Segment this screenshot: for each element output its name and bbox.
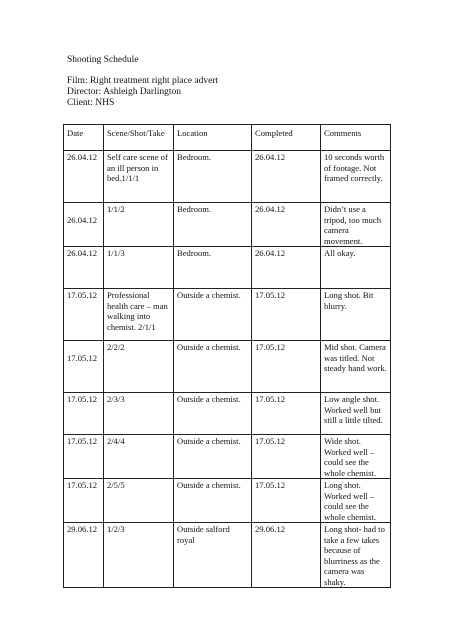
- cell-comments: Long shot- had to take a few takes because of blurriness as the camera was shaky.: [321, 523, 391, 588]
- table-row: [64, 435, 391, 479]
- cell-completed: 17.05.12: [252, 393, 321, 435]
- cell-comments: Long shot. Worked well – could see the whole chemist.: [321, 479, 391, 523]
- header-shot: Scene/Shot/Take: [104, 125, 174, 151]
- cell-date: 29.06.12: [64, 523, 104, 588]
- table-row: [64, 289, 391, 341]
- cell-shot: 1/2/3: [104, 523, 174, 588]
- client-line: Client: NHS: [67, 98, 115, 108]
- production-details: [67, 76, 218, 109]
- cell-location: Bedroom.: [174, 203, 252, 247]
- cell-completed: 17.05.12: [252, 289, 321, 341]
- cell-location: Outside a chemist.: [174, 479, 252, 523]
- cell-completed: 26.04.12: [252, 151, 321, 203]
- cell-completed: 17.05.12: [252, 341, 321, 393]
- cell-date: 26.04.12: [64, 203, 104, 247]
- cell-date: 17.05.12: [64, 435, 104, 479]
- cell-completed: 17.05.12: [252, 479, 321, 523]
- cell-date: 17.05.12: [64, 341, 104, 393]
- table-header-row: [64, 125, 391, 151]
- cell-comments: Long shot. Bit blurry.: [321, 289, 391, 341]
- cell-comments: Didn’t use a tripod, too much camera movement.: [321, 203, 391, 247]
- cell-shot: 1/1/2: [104, 203, 174, 247]
- cell-comments: Wide shot. Worked well – could see the whole chemist.: [321, 435, 391, 479]
- cell-comments: All okay.: [321, 247, 391, 289]
- director-line: Director: Ashleigh Darlington: [67, 87, 181, 97]
- cell-shot: Self care scene of an ill person in bed.1/1/1: [104, 151, 174, 203]
- table-row: [64, 247, 391, 289]
- document-title: Shooting Schedule: [67, 55, 139, 65]
- cell-location: Bedroom.: [174, 247, 252, 289]
- cell-shot: 2/5/5: [104, 479, 174, 523]
- cell-location: Outside a chemist.: [174, 289, 252, 341]
- table-row: [64, 341, 391, 393]
- cell-location: Outside a chemist.: [174, 341, 252, 393]
- cell-shot: 1/1/3: [104, 247, 174, 289]
- cell-completed: 29.06.12: [252, 523, 321, 588]
- cell-date: 17.05.12: [64, 289, 104, 341]
- cell-comments: Low angle shot. Worked well but still a little tilted.: [321, 393, 391, 435]
- cell-comments: Mid shot. Camera was titled. Not steady hand work.: [321, 341, 391, 393]
- cell-shot: Professional health care – man walking into chemist. 2/1/1: [104, 289, 174, 341]
- cell-location: Bedroom.: [174, 151, 252, 203]
- table-row: [64, 523, 391, 588]
- table-row: [64, 203, 391, 247]
- cell-comments: 10 seconds worth of footage. Not framed correctly.: [321, 151, 391, 203]
- cell-completed: 26.04.12: [252, 203, 321, 247]
- header-comments: Comments: [321, 125, 391, 151]
- header-date: Date: [64, 125, 104, 151]
- cell-completed: 26.04.12: [252, 247, 321, 289]
- cell-location: Outside a chemist.: [174, 393, 252, 435]
- film-line: Film: Right treatment right place advert: [67, 76, 219, 86]
- cell-shot: 2/4/4: [104, 435, 174, 479]
- shooting-schedule-table: [63, 124, 391, 588]
- cell-shot: 2/2/2: [104, 341, 174, 393]
- header-completed: Completed: [252, 125, 321, 151]
- cell-date: 17.05.12: [64, 393, 104, 435]
- table-row: [64, 151, 391, 203]
- cell-date: 26.04.12: [64, 151, 104, 203]
- header-location: Location: [174, 125, 252, 151]
- table-row: [64, 479, 391, 523]
- cell-completed: 17.05.12: [252, 435, 321, 479]
- cell-date: 26.04.12: [64, 247, 104, 289]
- table-row: [64, 393, 391, 435]
- cell-location: Outside a chemist.: [174, 435, 252, 479]
- cell-location: Outside salford royal: [174, 523, 252, 588]
- cell-shot: 2/3/3: [104, 393, 174, 435]
- cell-date: 17.05.12: [64, 479, 104, 523]
